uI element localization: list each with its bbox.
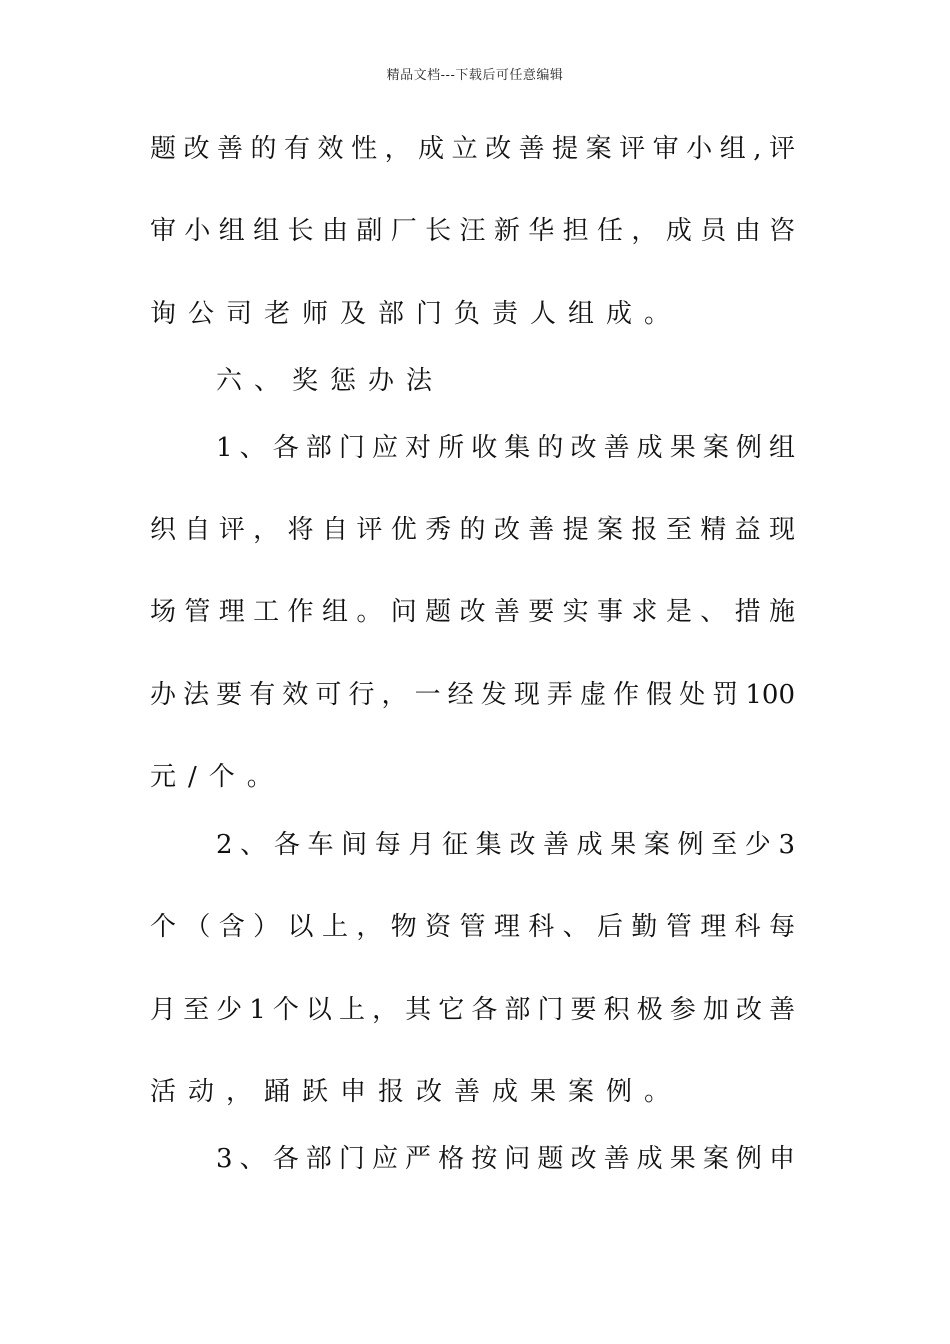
text-line: 题改善的有效性，成立改善提案评审小组,评 [150, 134, 795, 164]
text-line: 活动，踊跃申报改善成果案例。 [150, 1077, 683, 1107]
text-line: 办法要有效可行，一经发现弄虚作假处罚100 [150, 680, 795, 710]
text-line: 2、各车间每月征集改善成果案例至少3 [216, 830, 795, 860]
page-header: 精品文档---下载后可任意编辑 [386, 68, 564, 83]
text-line: 元/个。 [150, 762, 285, 792]
text-line: 个（含）以上，物资管理科、后勤管理科每 [150, 912, 795, 942]
text-line: 3、各部门应严格按问题改善成果案例申 [216, 1144, 795, 1174]
section-heading: 六、奖惩办法 [216, 366, 445, 396]
text-line: 场管理工作组。问题改善要实事求是、措施 [150, 597, 795, 627]
text-line: 1、各部门应对所收集的改善成果案例组 [216, 433, 795, 463]
text-line: 审小组组长由副厂长汪新华担任，成员由咨 [150, 216, 795, 246]
text-line: 织自评，将自评优秀的改善提案报至精益现 [150, 515, 795, 545]
text-line: 月至少1个以上，其它各部门要积极参加改善 [150, 995, 795, 1025]
text-line: 询公司老师及部门负责人组成。 [150, 299, 683, 329]
